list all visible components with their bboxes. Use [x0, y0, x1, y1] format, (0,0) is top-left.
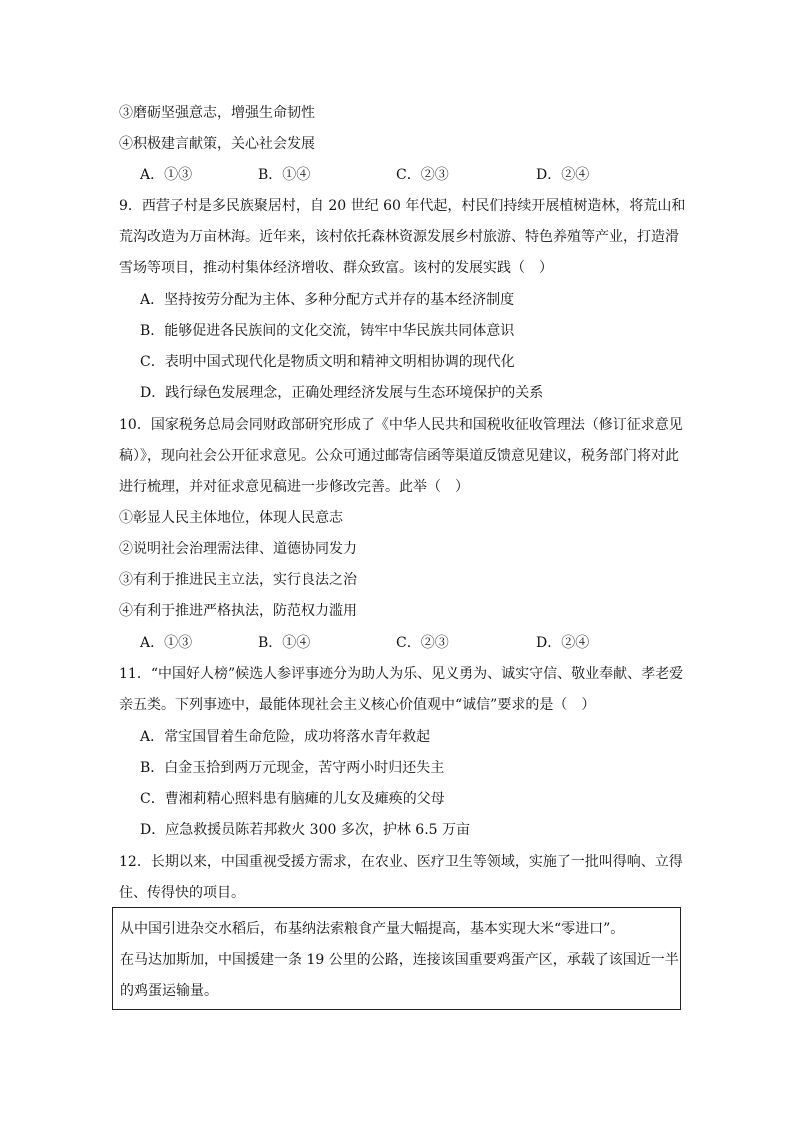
- q10-option-a[interactable]: A．①③: [140, 635, 193, 651]
- q10-stem-line-1: 10．国家税务总局会同财政部研究形成了《中华人民共和国税收征收管理法（修订征求意见: [119, 417, 683, 433]
- q12-stem-line-1: 12．长期以来，中国重视受援方需求，在农业、医疗卫生等领域，实施了一批叫得响、立得: [119, 854, 683, 870]
- q12-material-line-1: 从中国引进杂交水稻后，布基纳法索粮食产量大幅提高，基本实现大米“零进口”。: [120, 921, 625, 937]
- q10-item-2: ②说明社会治理需法律、道德协同发力: [119, 541, 357, 557]
- q9-option-d[interactable]: D．践行绿色发展理念，正确处理经济发展与生态环境保护的关系: [140, 385, 544, 401]
- q10-option-b[interactable]: B．①④: [258, 635, 311, 651]
- q8-option-b[interactable]: B．①④: [258, 167, 311, 183]
- q12-stem-line-2: 住、传得快的项目。: [119, 885, 245, 901]
- q11-option-d[interactable]: D．应急救援员陈若邦救火 300 多次，护林 6.5 万亩: [140, 822, 471, 838]
- q10-item-3: ③有利于推进民主立法，实行良法之治: [119, 572, 357, 588]
- q11-stem-line-1: 11．“中国好人榜”候选人参评事迹分为助人为乐、见义勇为、诚实守信、敬业奉献、孝老爱: [119, 666, 684, 682]
- q9-stem-line-1: 9．西营子村是多民族聚居村，自 20 世纪 60 年代起，村民们持续开展植树造林，将荒山和: [119, 198, 686, 214]
- q8-item-3: ③磨砺坚强意志，增强生命韧性: [119, 105, 315, 121]
- q8-option-a[interactable]: A．①③: [140, 167, 193, 183]
- q12-material-line-3: 的鸡蛋运输量。: [120, 983, 218, 999]
- q8-option-c[interactable]: C．②③: [396, 167, 449, 183]
- q12-material-line-2: 在马达加斯加，中国援建一条 19 公里的公路，连接该国重要鸡蛋产区，承载了该国近一半: [120, 952, 679, 968]
- q9-stem-line-2: 荒沟改造为万亩林海。近年来，该村依托森林资源发展乡村旅游、特色养殖等产业，打造滑: [119, 229, 679, 245]
- q10-stem-line-3: 进行梳理，并对征求意见稿进一步修改完善。此举（ ）: [119, 479, 469, 495]
- q10-option-c[interactable]: C．②③: [396, 635, 449, 651]
- q9-stem-line-3: 雪场等项目，推动村集体经济增收、群众致富。该村的发展实践（ ）: [119, 260, 553, 276]
- q10-option-d[interactable]: D．②④: [536, 635, 590, 651]
- q9-option-a[interactable]: A．坚持按劳分配为主体、多种分配方式并存的基本经济制度: [140, 292, 515, 308]
- q11-option-c[interactable]: C．曹湘莉精心照料患有脑瘫的儿女及瘫痪的父母: [140, 791, 445, 807]
- q10-stem-line-2: 稿）》，现向社会公开征求意见。公众可通过邮寄信函等渠道反馈意见建议，税务部门将对此: [119, 448, 679, 464]
- q10-item-1: ①彰显人民主体地位，体现人民意志: [119, 510, 343, 526]
- q9-option-c[interactable]: C．表明中国式现代化是物质文明和精神文明相协调的现代化: [140, 354, 515, 370]
- q10-item-4: ④有利于推进严格执法，防范权力滥用: [119, 603, 357, 619]
- q12-material-box: [112, 907, 681, 1010]
- q9-option-b[interactable]: B．能够促进各民族间的文化交流，铸牢中华民族共同体意识: [140, 323, 515, 339]
- q11-stem-line-2: 亲五类。下列事迹中，最能体现社会主义核心价值观中“诚信”要求的是（ ）: [119, 697, 596, 713]
- q11-option-a[interactable]: A．常宝国冒着生命危险，成功将落水青年救起: [140, 729, 431, 745]
- q8-option-d[interactable]: D．②④: [536, 167, 590, 183]
- q8-item-4: ④积极建言献策，关心社会发展: [119, 136, 315, 152]
- q11-option-b[interactable]: B．白金玉拾到两万元现金，苦守两小时归还失主: [140, 760, 445, 776]
